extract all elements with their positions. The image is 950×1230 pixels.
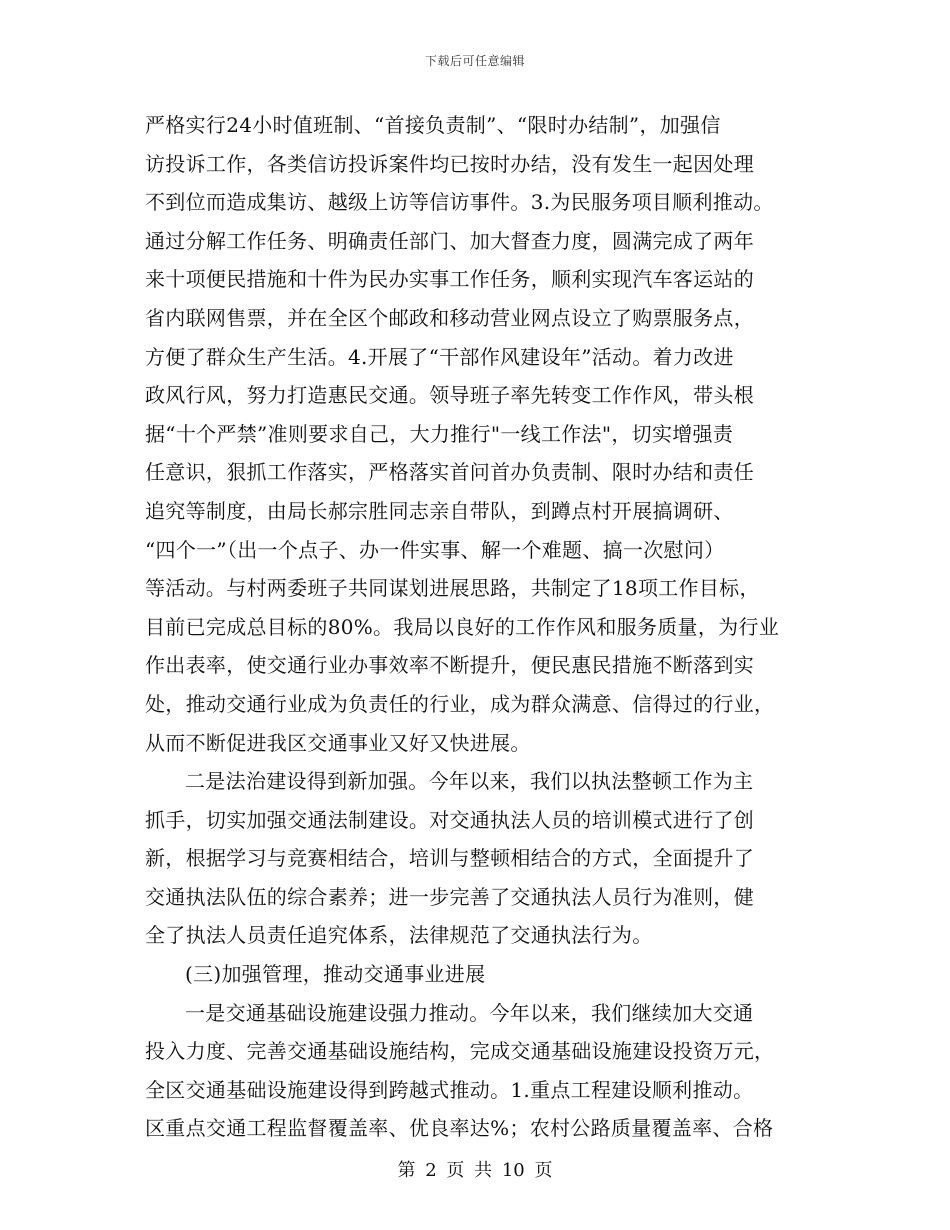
text-line: 通过分解工作任务、明确责任部门、加大督查力度，圆满完成了两年 — [145, 228, 754, 253]
text-line: 据“十个严禁”准则要求自己，大力推行"一线工作法"，切实增强责 — [145, 421, 734, 446]
page-header-note: 下载后可任意编辑 — [424, 54, 525, 68]
text-line: 等活动。与村两委班子共同谋划进展思路，共制定了18项工作目标， — [145, 576, 760, 601]
paragraph-start-line: 二是法治建设得到新加强。今年以来，我们以执法整顿工作为主 — [185, 769, 754, 794]
section-heading: (三)加强管理，推动交通事业进展 — [185, 962, 486, 987]
text-line: 处，推动交通行业成为负责任的行业，成为群众满意、信得过的行业， — [145, 691, 775, 716]
text-line: 抓手，切实加强交通法制建设。对交通执法人员的培训模式进行了创 — [145, 807, 754, 832]
text-line: 政风行风，努力打造惠民交通。领导班子率先转变工作作风，带头根 — [145, 383, 754, 408]
text-line: 省内联网售票，并在全区个邮政和移动营业网点设立了购票服务点， — [145, 305, 754, 330]
document-body — [145, 106, 810, 1148]
text-line: 不到位而造成集访、越级上访等信访事件。3.为民服务项目顺利推动。 — [145, 190, 774, 215]
text-line: 区重点交通工程监督覆盖率、优良率达%；农村公路质量覆盖率、合格 — [145, 1116, 774, 1141]
paragraph-start-line: 一是交通基础设施建设强力推动。今年以来，我们继续加大交通 — [185, 1000, 754, 1025]
text-line: 新，根据学习与竞赛相结合，培训与整顿相结合的方式，全面提升了 — [145, 846, 754, 871]
text-line: 从而不断促进我区交通事业又好又快进展。 — [145, 730, 531, 755]
text-line: “四个一”（出一个点子、办一件实事、解一个难题、搞一次慰问） — [145, 537, 725, 562]
text-line: 作出表率，使交通行业办事效率不断提升，便民惠民措施不断落到实 — [145, 653, 754, 678]
text-line: 严格实行24小时值班制、“首接负责制”、“限时办结制”，加强信 — [145, 113, 721, 137]
text-line: 全了执法人员责任追究体系，法律规范了交通执法行为。 — [145, 923, 653, 948]
text-line: 全区交通基础设施建设得到跨越式推动。1.重点工程建设顺利推动。 — [145, 1077, 754, 1102]
text-line: 访投诉工作，各类信访投诉案件均已按时办结，没有发生一起因处理 — [145, 151, 754, 176]
text-line: 来十项便民措施和十件为民办实事工作任务，顺利实现汽车客运站的 — [145, 267, 754, 292]
text-line: 交通执法队伍的综合素养；进一步完善了交通执法人员行为准则，健 — [145, 884, 754, 909]
text-line: 方便了群众生产生活。4.开展了“干部作风建设年”活动。着力改进 — [145, 344, 734, 369]
text-line: 任意识，狠抓工作落实，严格落实首问首办负责制、限时办结和责任 — [145, 460, 754, 485]
text-line: 目前已完成总目标的80%。我局以良好的工作作风和服务质量，为行业 — [145, 614, 780, 639]
page-number-footer: 第 2 页 共 10 页 — [397, 1160, 553, 1181]
text-line: 追究等制度，由局长郝宗胜同志亲自带队，到蹲点村开展搞调研、 — [145, 498, 734, 523]
text-line: 投入力度、完善交通基础设施结构，完成交通基础设施建设投资万元， — [145, 1039, 775, 1064]
